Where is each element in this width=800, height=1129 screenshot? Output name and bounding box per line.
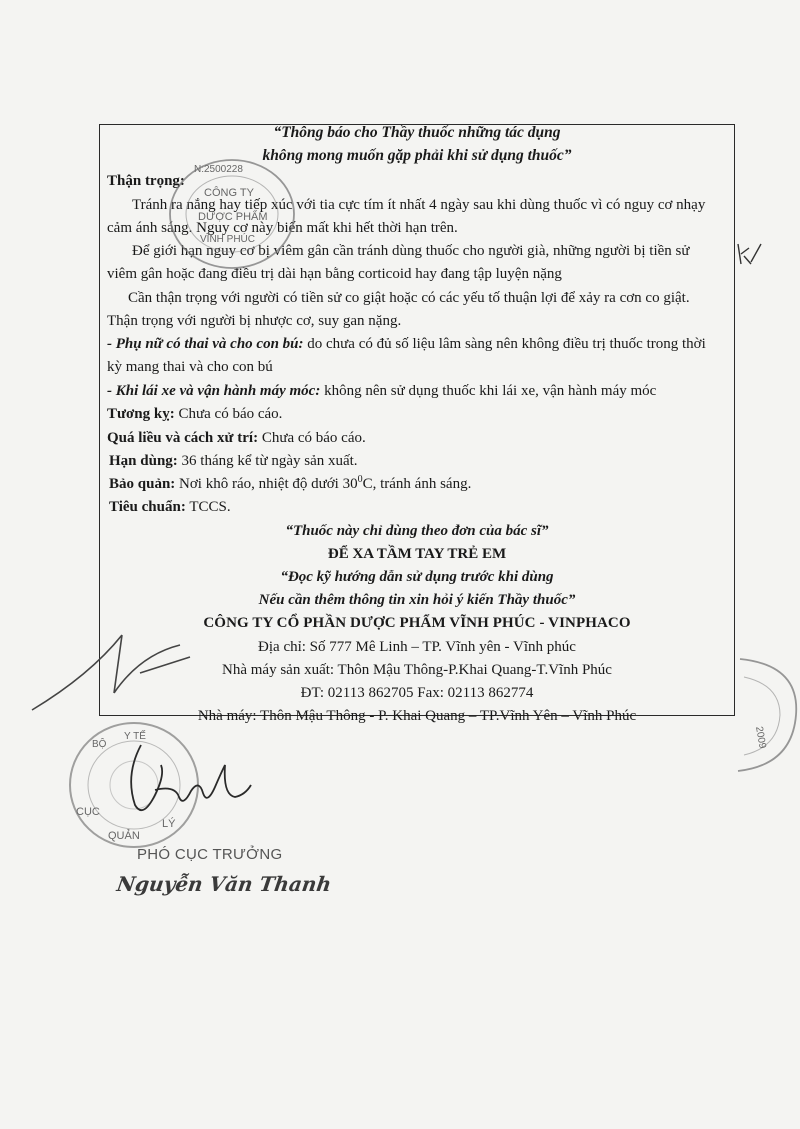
interactions-line	[107, 405, 282, 423]
overdose-line	[107, 429, 366, 447]
overdose-text: Chưa có báo cáo.	[258, 430, 366, 446]
storage-label: Bảo quản:	[109, 476, 176, 492]
agency-stamp-manage: QUẢN	[108, 830, 140, 842]
pregnancy-text-line1: do chưa có đủ số liệu lâm sàng nên không điều trị thuốc trong thời	[303, 336, 706, 352]
overdose-label: Quá liều và cách xử trí:	[107, 430, 259, 446]
signatory-title: PHÓ CỤC TRƯỞNG	[137, 846, 283, 863]
company-name: CÔNG TY CỔ PHẦN DƯỢC PHẨM VĨNH PHÚC - VINPHACO	[203, 615, 631, 631]
prescription-note: “Thuốc này chỉ dùng theo đơn của bác sĩ”	[285, 523, 549, 539]
company-phone: ĐT: 02113 862705 Fax: 02113 862774	[300, 685, 534, 701]
expiry-text: 36 tháng kể từ ngày sản xuất.	[177, 453, 358, 469]
pregnancy-label: - Phụ nữ có thai và cho con bú:	[107, 336, 304, 352]
agency-stamp-dept: CỤC	[76, 806, 100, 818]
precautions-p1-line1: Tránh ra nắng hay tiếp xúc với tia cực tím ít nhất 4 ngày sau khi dùng thuốc vì có nguy cơ nhạy	[132, 197, 706, 213]
header-title-line2: không mong muốn gặp phải khi sử dụng thuốc”	[262, 147, 572, 164]
company-stamp-number: N:2500228	[194, 164, 243, 175]
driving-label: - Khi lái xe và vận hành máy móc:	[107, 383, 321, 399]
company-stamp-line2: DƯỢC PHẨM	[198, 211, 268, 223]
right-initials-mark	[735, 240, 765, 270]
agency-stamp-ly: LÝ	[162, 818, 176, 830]
keep-away-note: ĐỂ XA TẦM TAY TRẺ EM	[327, 546, 507, 562]
interactions-label: Tương kỵ:	[107, 406, 175, 422]
storage-line	[109, 475, 471, 493]
pregnancy-text-line2: kỳ mang thai và cho con bú	[107, 359, 273, 375]
agency-stamp-ministry: BỘ	[92, 739, 107, 750]
company-address: Địa chỉ: Số 777 Mê Linh – TP. Vĩnh yên - Vĩnh phúc	[258, 639, 576, 655]
storage-text-after: C, tránh ánh sáng.	[362, 476, 472, 492]
precautions-heading: Thận trọng:	[107, 173, 185, 189]
company-stamp-line1: CÔNG TY	[204, 187, 254, 199]
expiry-line	[109, 452, 358, 470]
storage-superscript: 0	[357, 474, 363, 485]
plant-address: Nhà máy: Thôn Mậu Thông - P. Khai Quang – TP.Vĩnh Yên – Vĩnh Phúc	[197, 708, 637, 724]
precautions-p3-line1: Cần thận trọng với người có tiền sử co giật hoặc có các yếu tố thuận lợi để xảy ra cơn co giật.	[128, 290, 690, 306]
header-title-line1: “Thông báo cho Thầy thuốc những tác dụng	[273, 124, 561, 141]
driving-line	[107, 382, 656, 400]
factory-address: Nhà máy sản xuất: Thôn Mậu Thông-P.Khai Quang-T.Vĩnh Phúc	[222, 662, 612, 678]
pregnancy-line1	[107, 335, 706, 353]
storage-text-before: Nơi khô ráo, nhiệt độ dưới 30	[175, 476, 358, 492]
read-instructions-note: “Đọc kỹ hướng dẫn sử dụng trước khi dùng	[280, 569, 554, 585]
precautions-p3-line2: Thận trọng với người bị nhược cơ, suy gan nặng.	[107, 313, 402, 329]
expiry-label: Hạn dùng:	[109, 453, 178, 469]
official-signature	[95, 735, 255, 825]
precautions-p1-line2: cảm ánh sáng. Nguy cơ này biến mất khi hết thời hạn trên.	[107, 220, 458, 236]
agency-stamp-health: Y TẾ	[124, 731, 146, 742]
precautions-p2-line2: viêm gân hoặc đang điều trị dài hạn bằng corticoid hay đang tập luyện nặng	[107, 266, 562, 282]
driving-text: không nên sử dụng thuốc khi lái xe, vận hành máy móc	[320, 383, 657, 399]
standard-line	[109, 498, 231, 516]
signatory-name: Nguyễn Văn Thanh	[115, 872, 333, 896]
right-partial-stamp	[730, 655, 800, 775]
standard-label: Tiêu chuẩn:	[109, 499, 186, 515]
agency-stamp	[62, 715, 212, 855]
interactions-text: Chưa có báo cáo.	[174, 406, 283, 422]
right-stamp-year: 2009	[753, 725, 768, 750]
precautions-p2-line1: Để giới hạn nguy cơ bị viêm gân cần tránh dùng thuốc cho người già, những người bị tiền sử	[132, 243, 690, 259]
consult-note: Nếu cần thêm thông tin xin hỏi ý kiến Thầy thuốc”	[258, 592, 576, 608]
company-stamp-line3: VĨNH PHÚC	[200, 234, 256, 245]
standard-text: TCCS.	[185, 499, 231, 515]
